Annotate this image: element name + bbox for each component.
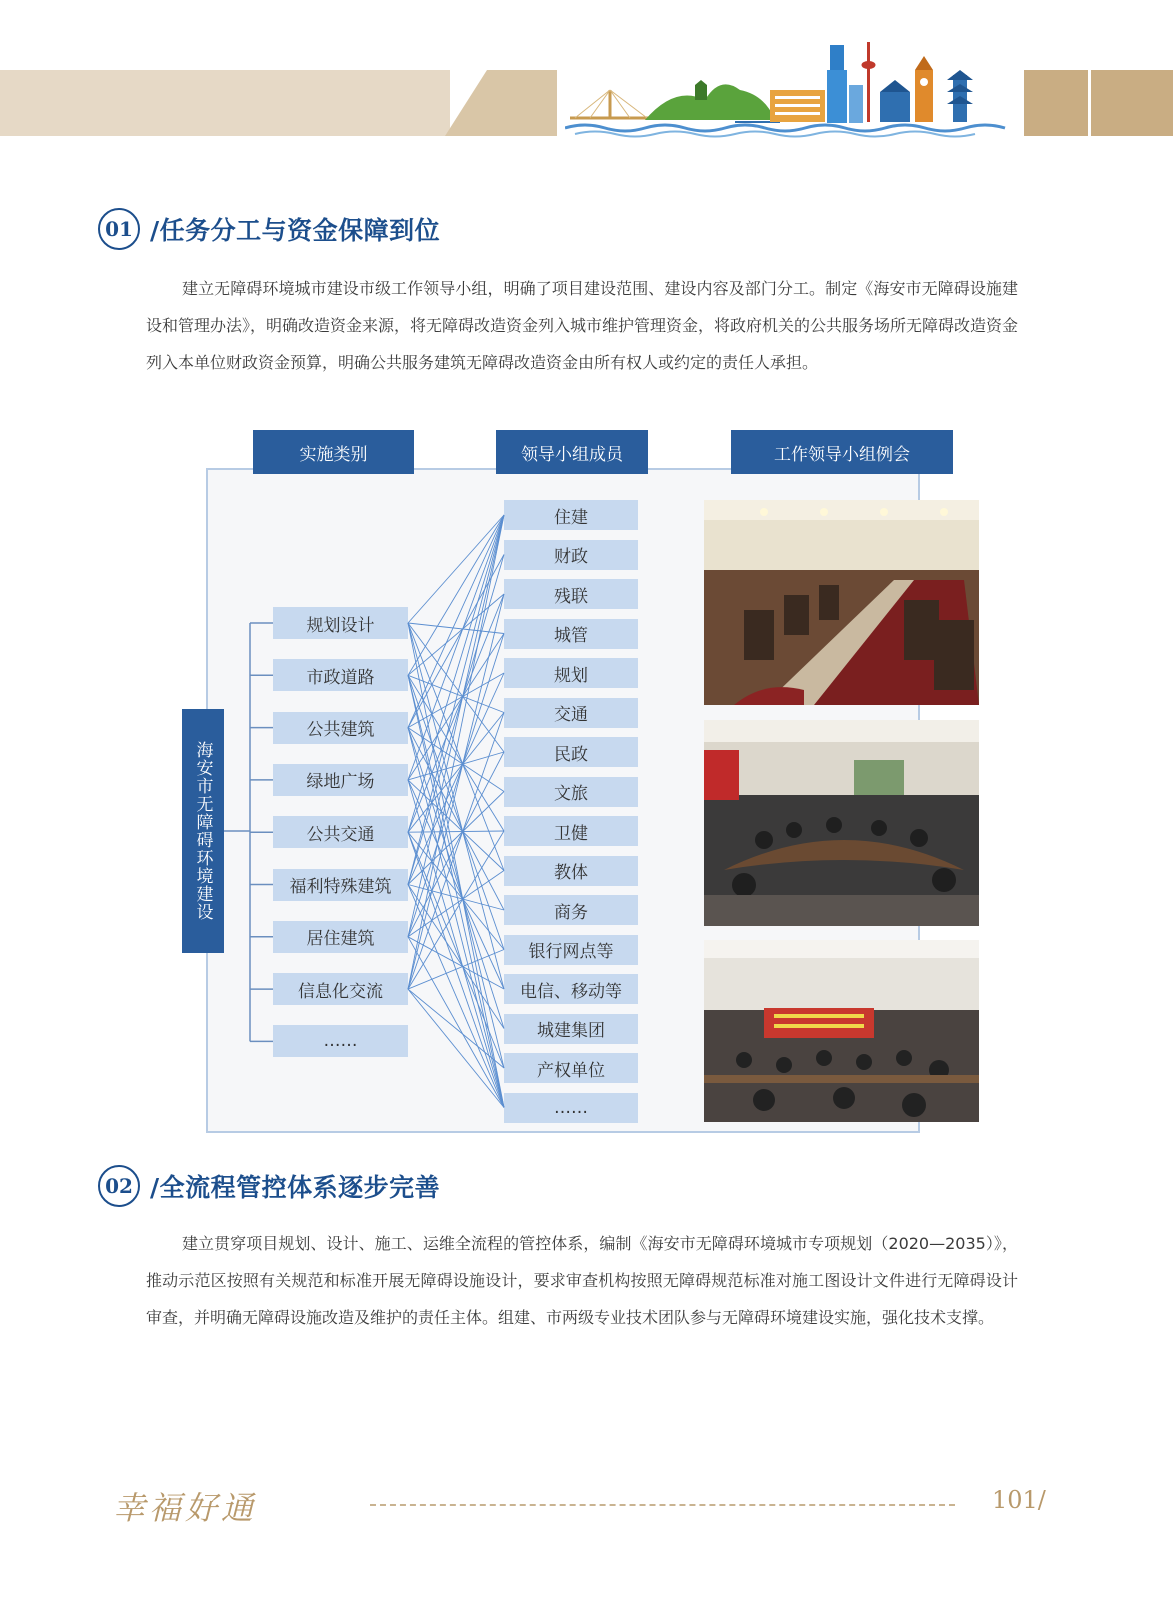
member-box: 规划 — [504, 658, 638, 688]
member-box: 残联 — [504, 579, 638, 609]
member-box: 教体 — [504, 856, 638, 886]
member-box: 产权单位 — [504, 1053, 638, 1083]
member-box: …… — [504, 1093, 638, 1123]
member-box: 城建集团 — [504, 1014, 638, 1044]
header-band — [0, 70, 450, 136]
member-box: 文旅 — [504, 777, 638, 807]
category-box: 市政道路 — [273, 659, 408, 691]
header-meeting: 工作领导小组例会 — [731, 430, 953, 474]
meeting-photo-1 — [704, 500, 979, 705]
page-number: 101/ — [992, 1486, 1046, 1514]
header-block — [1091, 70, 1173, 136]
section-1-paragraph: 建立无障碍环境城市建设市级工作领导小组，明确了项目建设范围、建设内容及部门分工。制定《海安市无障碍设施建设和管理办法》，明确改造资金来源，将无障碍改造资金列入城市维护管理资金，将政府机关的公共服务场所无障碍改造资金列入本单位财政资金预算，明确公共服务建筑无障碍改造资金由所有权人或约定的责任人承担。 — [146, 279, 1019, 372]
section-number: 01 — [98, 208, 140, 250]
section-2-heading — [98, 1165, 440, 1207]
member-box: 银行网点等 — [504, 935, 638, 965]
member-box: 城管 — [504, 619, 638, 649]
category-box: 公共交通 — [273, 816, 408, 848]
member-box: 交通 — [504, 698, 638, 728]
category-box: 绿地广场 — [273, 764, 408, 796]
category-box: 信息化交流 — [273, 973, 408, 1005]
root-box: 海安市无障碍环境建设 — [182, 709, 224, 953]
member-box: 商务 — [504, 895, 638, 925]
header-block — [445, 70, 557, 136]
footer-divider — [370, 1504, 955, 1506]
section-title: /任务分工与资金保障到位 — [150, 216, 441, 245]
header-block — [1024, 70, 1088, 136]
section-1-heading — [98, 208, 440, 250]
header-members: 领导小组成员 — [496, 430, 648, 474]
member-box: 财政 — [504, 540, 638, 570]
city-skyline-illustration — [565, 30, 1015, 138]
category-box: 公共建筑 — [273, 712, 408, 744]
member-box: 民政 — [504, 737, 638, 767]
section-number: 02 — [98, 1165, 140, 1207]
section-2-paragraph: 建立贯穿项目规划、设计、施工、运维全流程的管控体系，编制《海安市无障碍环境城市专项规划（2020—2035）》，推动示范区按照有关规范和标准开展无障碍设施设计，要求审查机构按照无障碍规范标准对施工图设计文件进行无障碍设计审查，并明确无障碍设施改造及维护的责任主体。组建、市两级专业技术团队参与无障碍环境建设实施，强化技术支撑。 — [146, 1234, 1018, 1327]
section-title: /全流程管控体系逐步完善 — [150, 1173, 441, 1202]
category-box: 福利特殊建筑 — [273, 869, 408, 901]
meeting-photo-3 — [704, 940, 979, 1122]
meeting-photo-2 — [704, 720, 979, 926]
header-category: 实施类别 — [253, 430, 414, 474]
member-box: 卫健 — [504, 816, 638, 846]
category-box: 规划设计 — [273, 607, 408, 639]
category-box: 居住建筑 — [273, 921, 408, 953]
category-box: …… — [273, 1025, 408, 1057]
member-box: 住建 — [504, 500, 638, 530]
footer-brand: 幸福好通 — [113, 1489, 258, 1527]
member-box: 电信、移动等 — [504, 974, 638, 1004]
